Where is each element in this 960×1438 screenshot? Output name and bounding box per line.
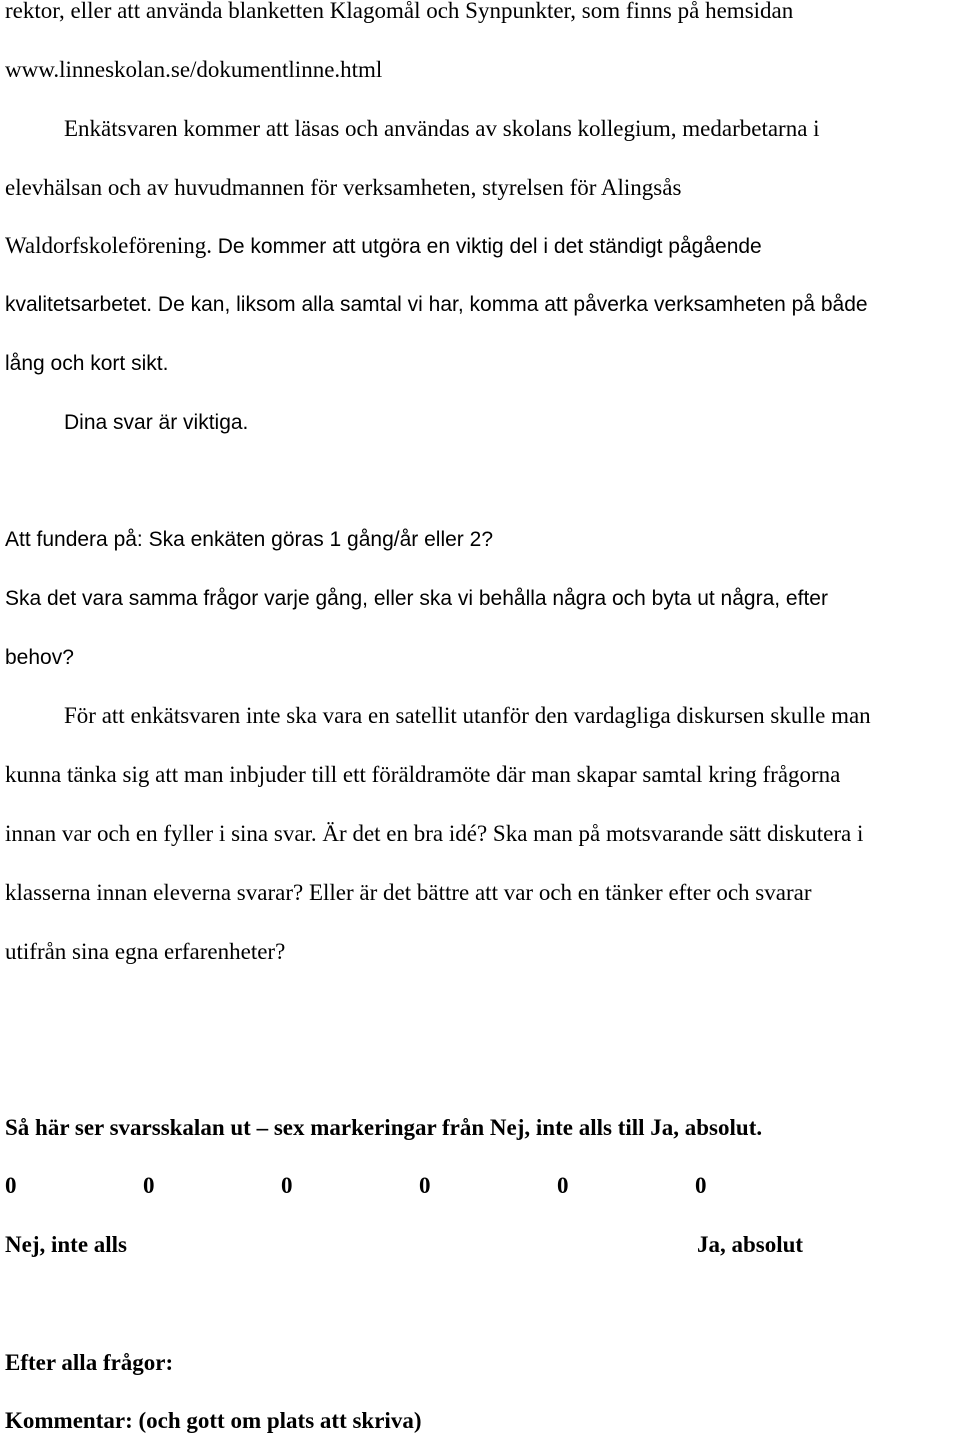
text-segment: kvalitetsarbetet.	[5, 293, 153, 316]
text-line: klasserna innan eleverna svarar? Eller är det bättre att var och en tänker efter och svarar	[5, 880, 812, 905]
scale-point: 0	[557, 1173, 569, 1198]
scale-point: 0	[143, 1173, 155, 1198]
text-line: elevhälsan och av huvudmannen för verksamheten, styrelsen för Alingsås	[5, 175, 682, 200]
text-line: För att enkätsvaren inte ska vara en satellit utanför den vardagliga diskursen skulle man	[64, 703, 871, 728]
text-line	[5, 232, 762, 261]
text-segment: Waldorfskoleförening.	[5, 233, 212, 258]
scale-point: 0	[281, 1173, 293, 1198]
scale-point: 0	[695, 1173, 707, 1198]
section-heading: Efter alla frågor:	[5, 1350, 174, 1375]
important-note: Dina svar är viktiga.	[64, 411, 249, 434]
text-line: kunna tänka sig att man inbjuder till ett föräldramöte där man skapar samtal kring frågorna	[5, 762, 841, 787]
text-segment: De kommer att utgöra en viktig del i det ständigt pågående	[217, 235, 762, 258]
answer-scale	[5, 1172, 725, 1200]
text-line: innan var och en fyller i sina svar. Är det en bra idé? Ska man på motsvarande sätt diskutera i	[5, 821, 864, 846]
text-line: Att fundera på: Ska enkäten göras 1 gång/år eller 2?	[5, 528, 493, 551]
scale-point: 0	[5, 1173, 17, 1198]
text-line: Enkätsvaren kommer att läsas och användas av skolans kollegium, medarbetarna i	[64, 116, 820, 141]
text-line	[5, 291, 868, 319]
comment-label: Kommentar: (och gott om plats att skriva)	[5, 1408, 422, 1433]
text-line: lång och kort sikt.	[5, 352, 169, 375]
scale-label-right: Ja, absolut	[697, 1232, 804, 1257]
text-line: behov?	[5, 646, 74, 669]
text-segment: De kan, liksom alla samtal vi har, komma att påverka verksamheten på både	[157, 293, 868, 316]
scale-heading: Så här ser svarsskalan ut – sex markeringar från Nej, inte alls till Ja, absolut.	[5, 1115, 763, 1140]
text-line: Ska det vara samma frågor varje gång, eller ska vi behålla några och byta ut några, efter	[5, 587, 828, 610]
text-line: rektor, eller att använda blanketten Klagomål och Synpunkter, som finns på hemsidan	[5, 0, 794, 23]
text-line: www.linneskolan.se/dokumentlinne.html	[5, 57, 383, 82]
text-line: utifrån sina egna erfarenheter?	[5, 939, 286, 964]
scale-point: 0	[419, 1173, 431, 1198]
scale-label-left: Nej, inte alls	[5, 1232, 128, 1257]
